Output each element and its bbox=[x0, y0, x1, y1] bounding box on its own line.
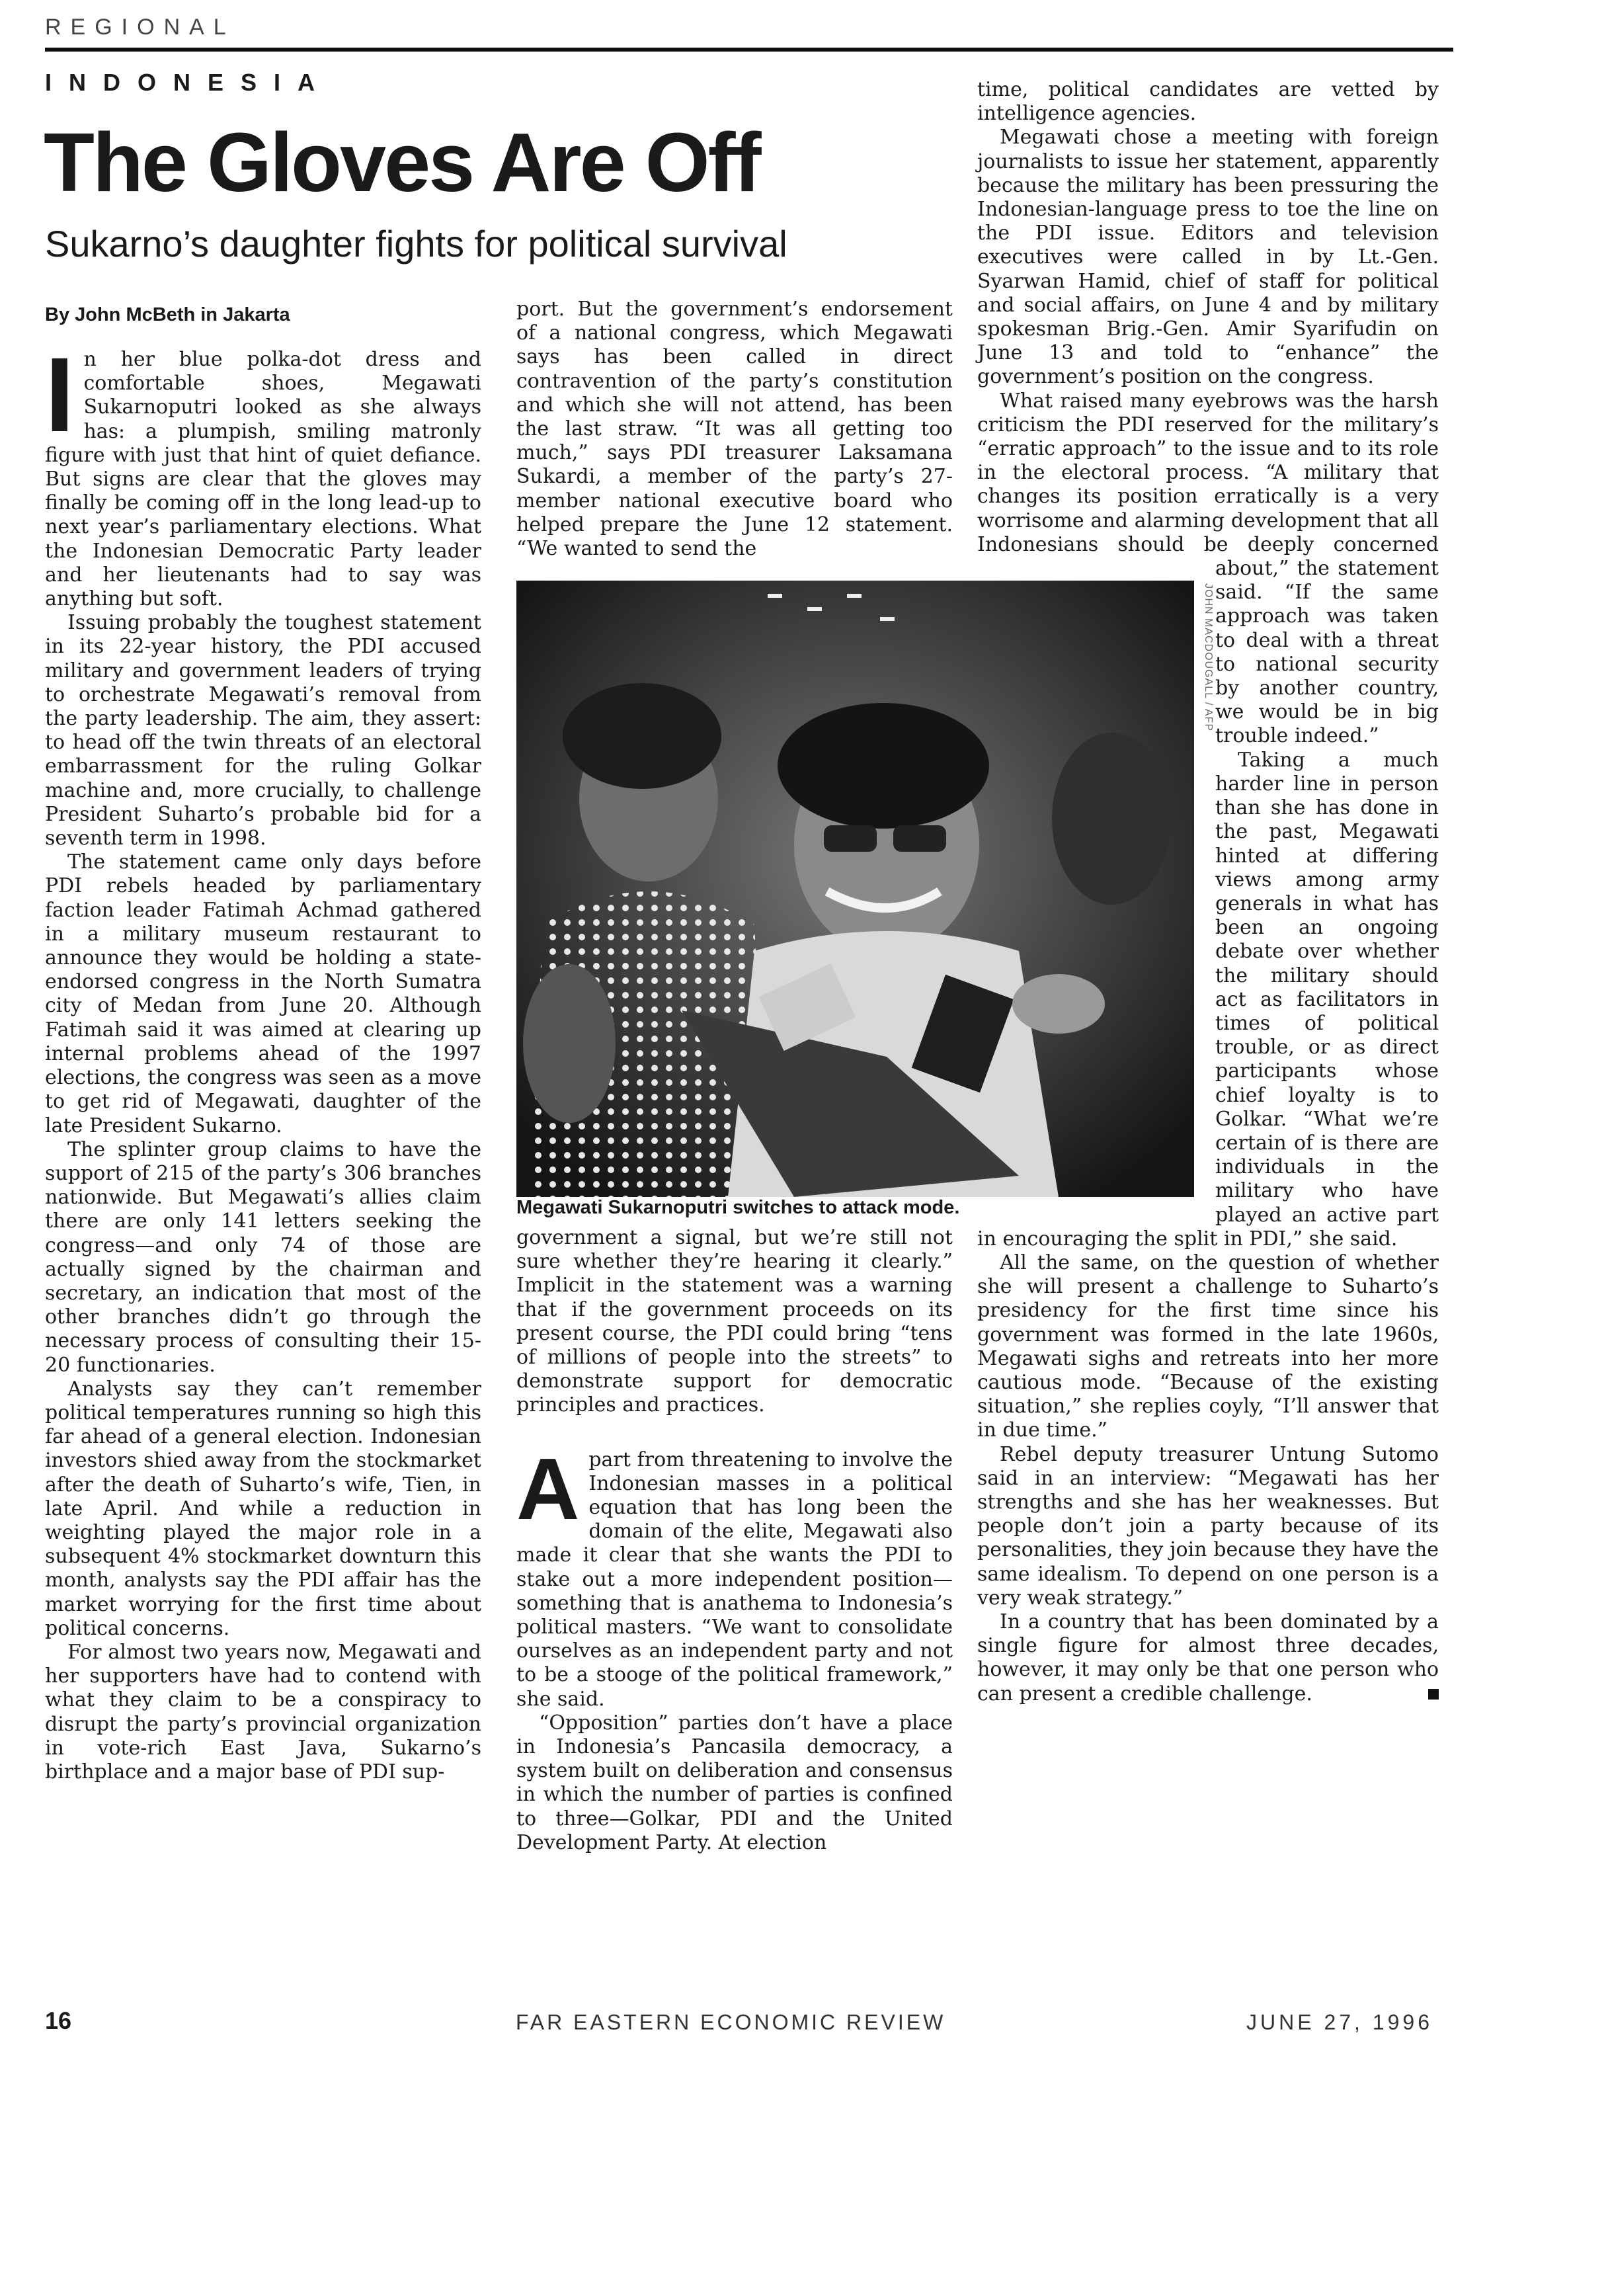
paragraph: Megawati chose a meeting with foreign journalists to issue her statement, apparently because the military has been pressuring the Indonesian-language press to toe the line on the PDI issue. Editors and television executives were called in by Lt.-Gen. Syarwan Hamid, chief of staff for political and social affairs, on June 4 and by military spokesman Brig.-Gen. Amir Syarifudin on June 13 and told to “enhance” the government’s position on the congress. bbox=[977, 126, 1439, 389]
headline: The Gloves Are Off bbox=[44, 116, 760, 209]
drop-cap: A bbox=[516, 1440, 580, 1538]
paragraph: In a country that has been dominated by a single figure for almost three decades, however, it may only be that one person who can present a credible challenge. bbox=[977, 1610, 1439, 1705]
paragraph: Apart from threatening to involve the Indonesian masses in a political equation that has long been the domain of the elite, Megawati also made it clear that she wants the PDI to stake out a more independent position—something that is anathema to Indonesia’s political masters. “We want to consolidate ourselves as an independent party and not to be a stooge of the political framework,” she said. bbox=[516, 1440, 953, 1711]
paragraph: Taking a much harder line in person than she has done in the past, Megawati hinted at differing views among army generals in what has been an ongoing debate over whether the military should act as facilitators in times of political trouble, or as direct participants whose chief loyalty is to Golkar. “What we’re certain of is there are individuals in the military who have played an active part in encouraging the split in PDI,” she said. bbox=[977, 748, 1439, 1250]
article-column-3 bbox=[977, 78, 1439, 1706]
page-number: 16 bbox=[45, 2007, 72, 2034]
paragraph: port. But the government’s endorsement of a national congress, which Megawati says has been called in direct contravention of the party’s constitution and which she will not attend, has been the last straw. “It was all getting too much,” says PDI treasurer Laksamana Sukardi, a member of the party’s 27-member national executive board who helped prepare the June 12 statement. “We wanted to send the bbox=[516, 298, 953, 561]
paragraph: The statement came only days before PDI rebels headed by parliamentary faction leader Fatimah Achmad gathered in a military museum restaurant to announce they would be holding a state-endorsed congress in the North Sumatra city of Medan from June 20. Although Fatimah said it was aimed at clearing up internal problems ahead of the 1997 elections, the congress was seen as a move to get rid of Megawati, daughter of the late President Sukarno. bbox=[45, 850, 481, 1137]
drop-cap: I bbox=[45, 335, 75, 454]
paragraph: All the same, on the question of whether she will present a challenge to Suharto’s presidency for the first time since his government was formed in the late 1960s, Megawati sighs and retreats into her more cautious mode. “Because of the existing situation,” she replies coyly, “I’ll answer that in due time.” bbox=[977, 1250, 1439, 1442]
issue-date: JUNE 27, 1996 bbox=[1246, 2010, 1433, 2034]
paragraph: time, political candidates are vetted by intelligence agencies. bbox=[977, 78, 1439, 126]
publication-name: FAR EASTERN ECONOMIC REVIEW bbox=[516, 2010, 946, 2034]
byline: By John McBeth in Jakarta bbox=[45, 304, 290, 325]
article-column-1 bbox=[45, 335, 481, 1784]
paragraph: Analysts say they can’t remember political temperatures running so high this far ahead of a general election. Indonesian investors shied away from the stockmarket after the death of Suharto’s wife, Tien, in late April. And while a reduction in weighting played the major role in a subsequent 4% stockmarket downturn this month, analysts say the PDI affair has the market worrying for the first time about political concerns. bbox=[45, 1377, 481, 1640]
paragraph: The splinter group claims to have the support of 215 of the party’s 306 branches nationwide. But Megawati’s allies claim there are only 141 letters seeking the congress—and only 74 of those are actually signed by the chairman and secretary, an indication that most of the other branches didn’t go through the necessary process of consulting their 15-20 functionaries. bbox=[45, 1137, 481, 1377]
photo-credit: JOHN MACDOUGALL / AFP bbox=[1203, 583, 1214, 731]
photo-wrap-spacer bbox=[977, 581, 1215, 1223]
section-label: REGIONAL bbox=[45, 15, 235, 40]
paragraph: For almost two years now, Megawati and her supporters have had to contend with what they claim to be a conspiracy to disrupt the party’s provincial organization in vote-rich East Java, Sukarno’s birthplace and a major base of PDI sup- bbox=[45, 1640, 481, 1784]
subheadline: Sukarno’s daughter fights for political survival bbox=[45, 223, 787, 265]
paragraph: Rebel deputy treasurer Untung Sutomo said in an interview: “Megawati has her strengths and she has her weaknesses. But people don’t join a party because of its personalities, they join because they have the same idealism. To depend on one person is a very weak strategy.” bbox=[977, 1442, 1439, 1610]
article-column-2-top bbox=[516, 298, 953, 561]
paragraph: Issuing probably the toughest statement in its 22-year history, the PDI accused military and government leaders of trying to orchestrate Megawati’s removal from the party leadership. The aim, they assert: to head off the twin threats of an electoral embarrassment for the ruling Golkar machine and, more crucially, to challenge President Suharto’s probable bid for a seventh term in 1998. bbox=[45, 611, 481, 850]
paragraph: “Opposition” parties don’t have a place in Indonesia’s Pancasila democracy, a system built on deliberation and consensus in which the number of parties is confined to three—Golkar, PDI and the United Development Party. At election bbox=[516, 1711, 953, 1854]
article-column-2-bottom bbox=[516, 1226, 953, 1855]
paragraph: What raised many eyebrows was the harsh criticism the PDI reserved for the military’s “erratic approach” to the issue and to its role in the electoral process. “A military that changes its position erratically is a very worrisome and alarming development that all Indonesians should be deeply concerned about,” the statement said. “If the same approach was taken to deal with a threat to national security by another country, we would be in big trouble indeed.” bbox=[977, 389, 1439, 748]
photo-caption: Megawati Sukarnoputri switches to attack mode. bbox=[516, 1197, 960, 1218]
paragraph: government a signal, but we’re still not sure whether they’re hearing it clearly.” Implicit in the statement was a warning that if the government proceeds on its present course, the PDI could bring “tens of millions of people into the streets” to demonstrate support for democratic principles and practices. bbox=[516, 1226, 953, 1417]
country-kicker: INDONESIA bbox=[45, 69, 333, 96]
header-rule bbox=[45, 48, 1453, 52]
paragraph: In her blue polka-dot dress and comfortable shoes, Megawati Sukarnoputri looked as she always has: a plumpish, smiling matronly figure with just that hint of quiet defiance. But signs are clear that the gloves may finally be coming off in the long lead-up to next year’s parliamentary elections. What the Indonesian Democratic Party leader and her lieutenants had to say was anything but soft. bbox=[45, 335, 481, 611]
end-mark bbox=[1428, 1689, 1439, 1700]
